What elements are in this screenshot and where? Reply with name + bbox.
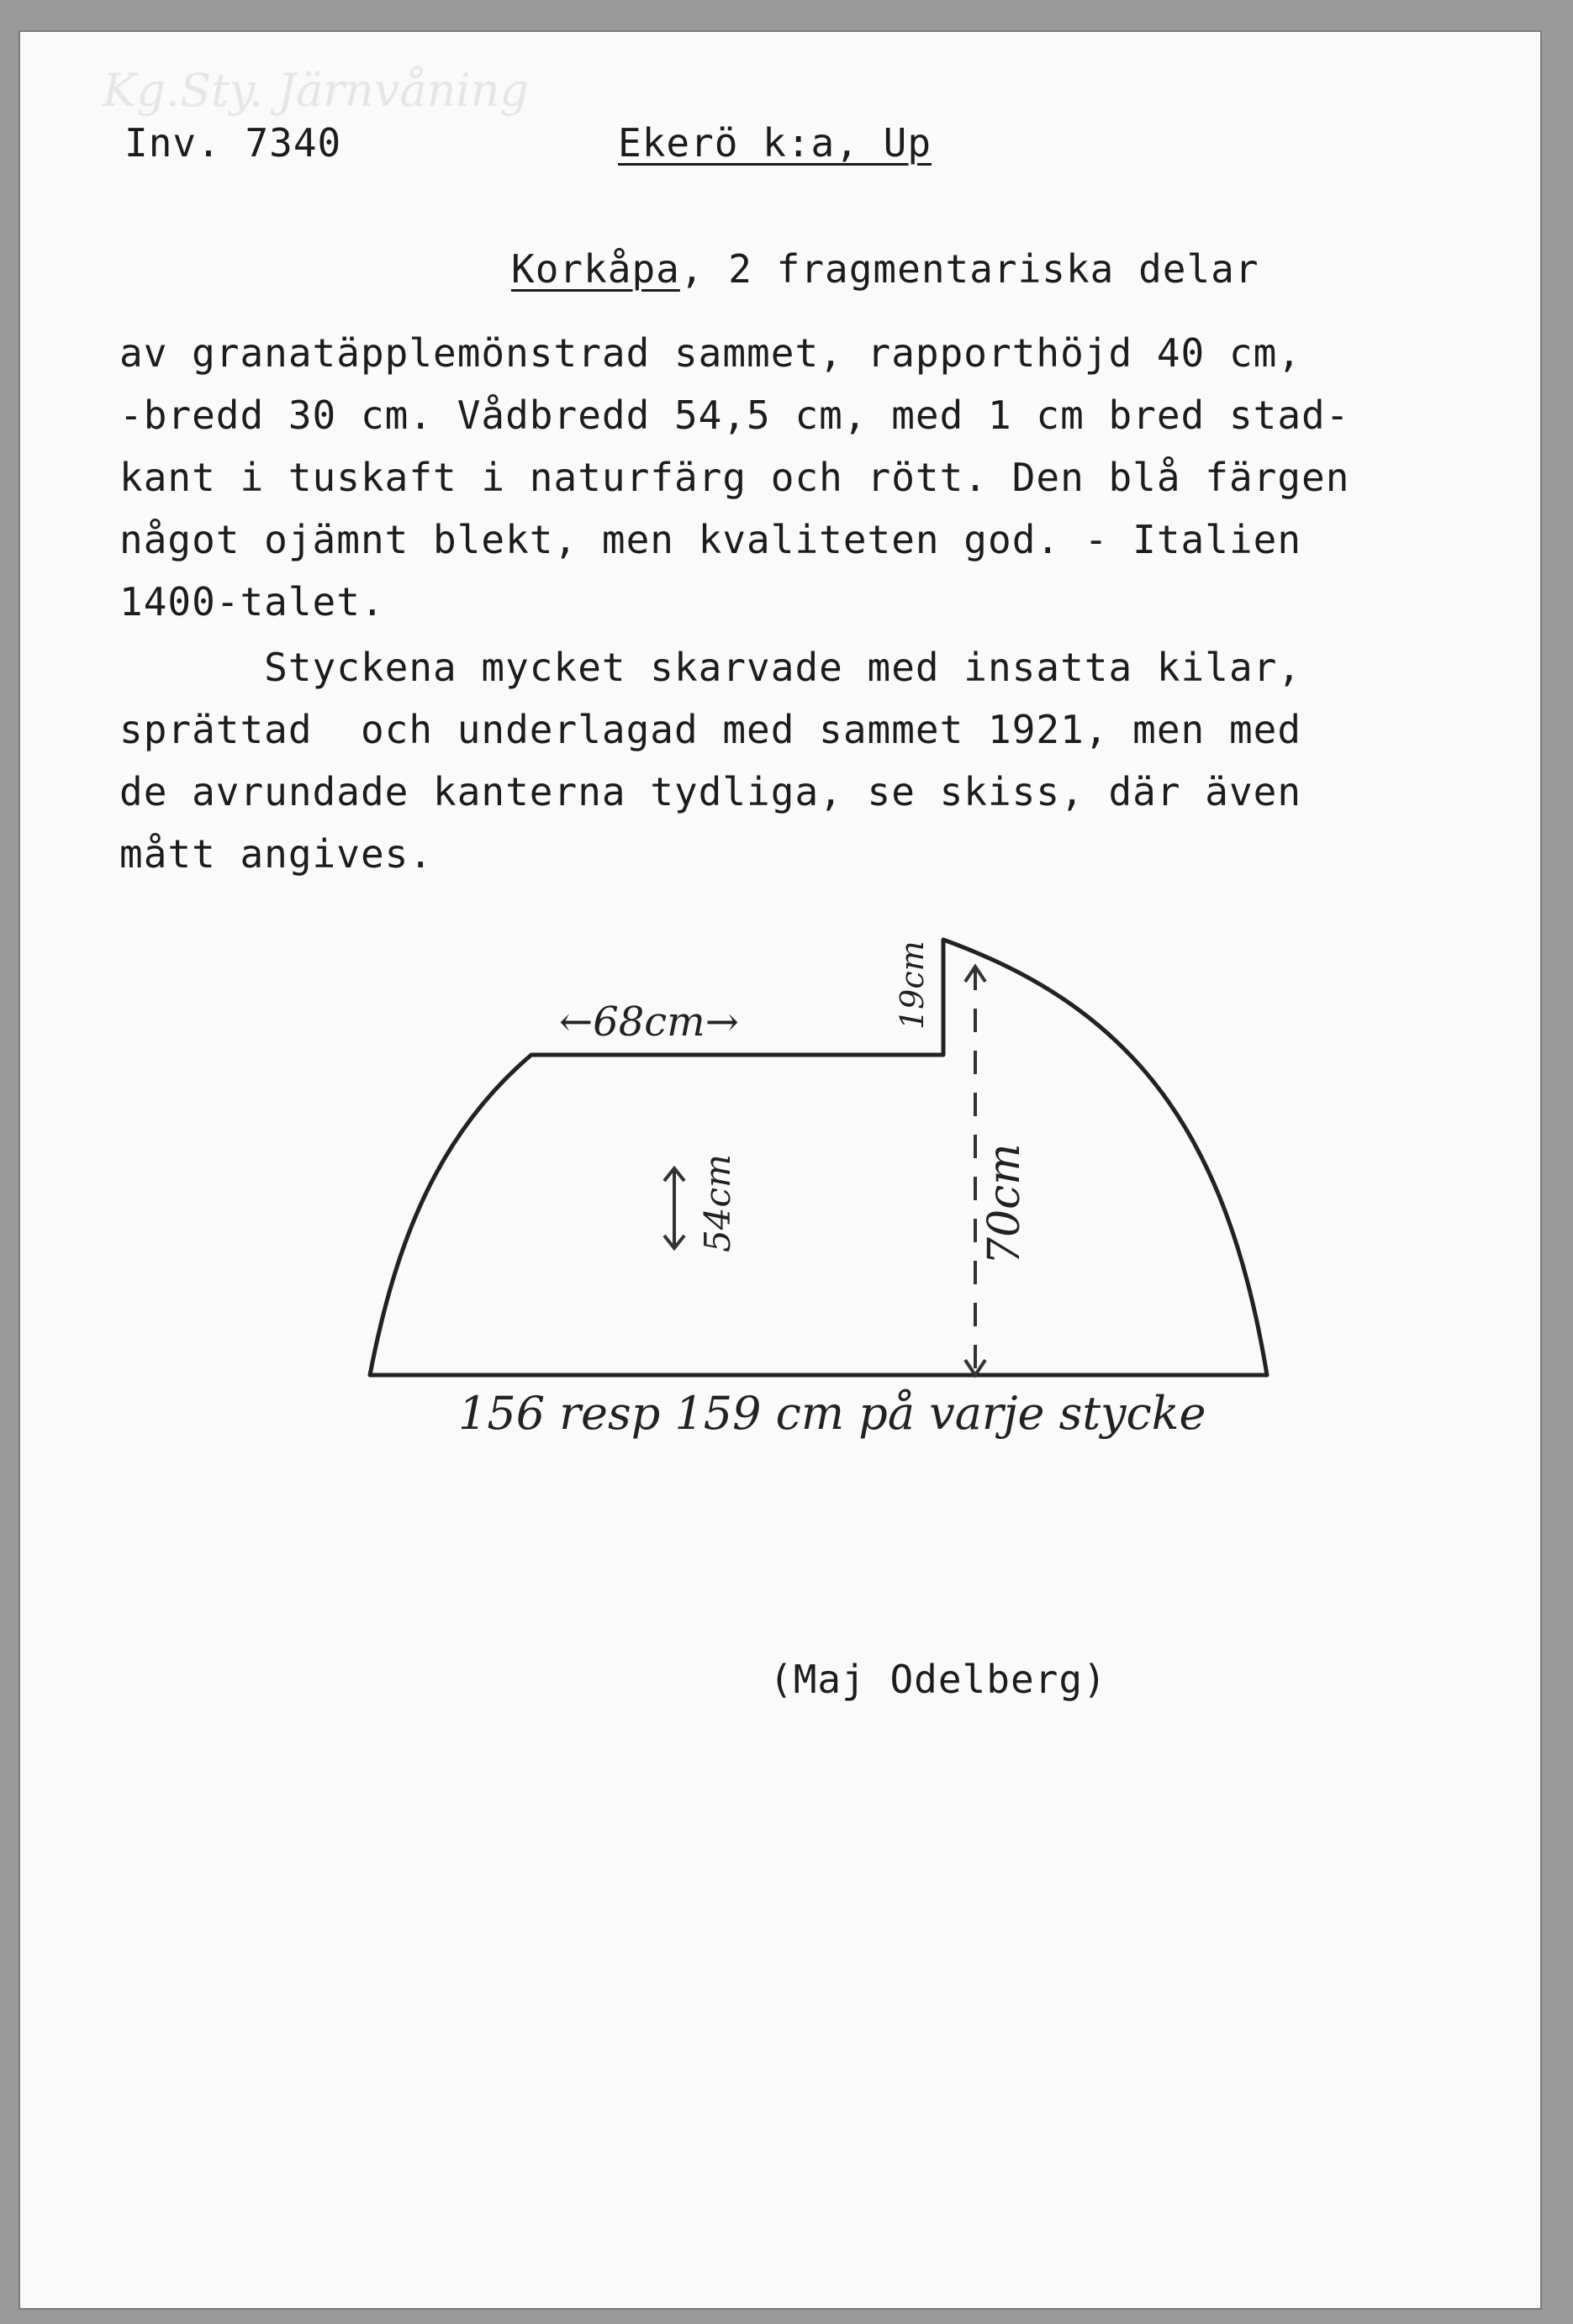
label-width-top: ←68cm→ <box>559 999 739 1046</box>
text-line: sprättad och underlagad med sammet 1921, men med <box>119 707 1302 752</box>
text-line: de avrundade kanterna tydliga, se skiss, där även <box>119 769 1302 814</box>
text-line: något ojämnt blekt, men kvaliteten god. - Italien <box>119 517 1302 562</box>
text-line: kant i tuskaft i naturfärg och rött. Den blå färgen <box>119 455 1350 500</box>
text-line: mått angives. <box>119 831 434 877</box>
label-bottom-width: 156 resp 159 cm på varje stycke <box>458 1387 1206 1440</box>
signature: (Maj Odelberg) <box>769 1657 1107 1702</box>
label-step-height: 19cm <box>894 941 931 1030</box>
label-height: 70cm <box>979 1143 1030 1265</box>
object-title-rest: , 2 fragmentariska delar <box>679 246 1259 292</box>
location-heading: Ekerö k:a, Up <box>618 120 932 166</box>
cope-outline <box>370 940 1267 1375</box>
text-line: 1400-talet. <box>119 579 385 624</box>
text-line: av granatäpplemönstrad sammet, rapporthöjd 40 cm, <box>119 330 1302 376</box>
text-line: Styckena mycket skarvade med insatta kilar, <box>119 645 1302 690</box>
inventory-number: Inv. 7340 <box>124 120 342 166</box>
label-inner-width: 54cm <box>697 1154 738 1252</box>
object-name: Korkåpa <box>511 246 680 292</box>
text-line: -bredd 30 cm. Vådbredd 54,5 cm, med 1 cm bred stad- <box>119 393 1350 438</box>
faint-pencil-note: Kg.Sty. Järnvåning <box>103 64 529 117</box>
